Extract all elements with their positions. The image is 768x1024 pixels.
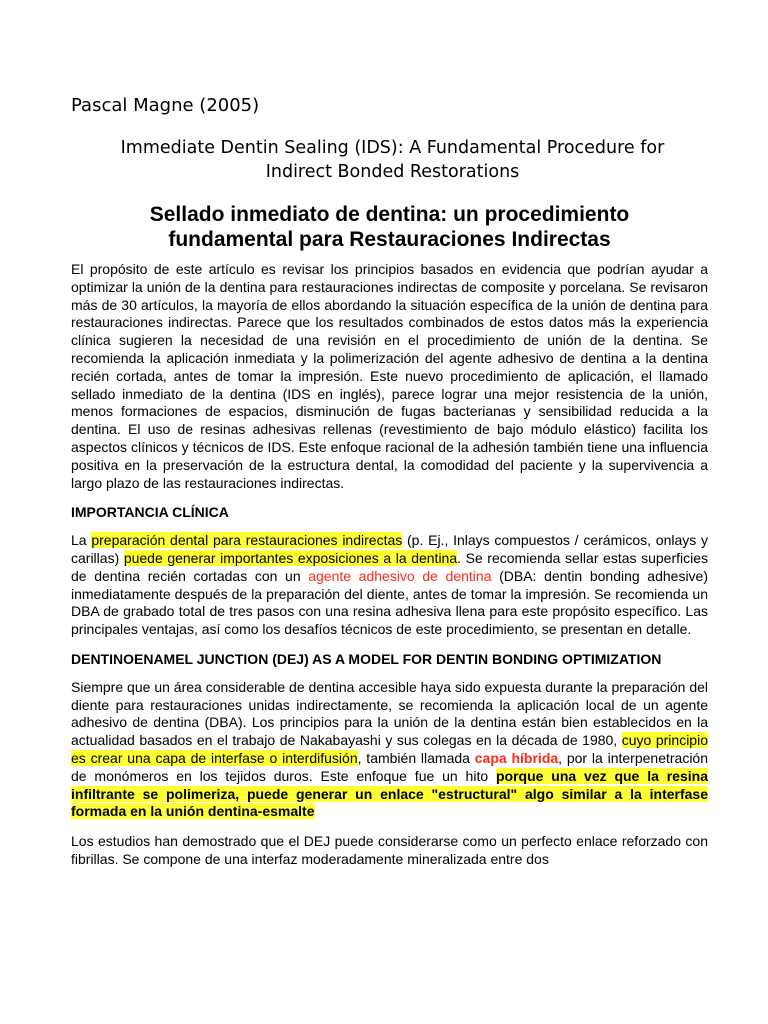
dej-paragraph <box>71 679 708 821</box>
dej-text-1: Siempre que un área considerable de dentina accesible haya sido expuesta durante la preparación del diente para restauraciones unidas indirectamente, se recomienda la aplicación local de un agente adhesivo de dentina (DBA). Los principios para la unión de la dentina están bien establecidos en la actualidad basados en el trabajo de Nakabayashi y sus colegas en la década de 1980, <box>71 678 708 749</box>
paragraph-spacer <box>71 821 708 833</box>
importancia-text-1: La <box>71 532 92 549</box>
spanish-title <box>71 202 708 252</box>
english-title-line-1: Immediate Dentin Sealing (IDS): A Fundamental Procedure for <box>120 138 665 158</box>
english-title-line-2: Indirect Bonded Restorations <box>265 162 520 182</box>
heading-importancia-clinica: IMPORTANCIA CLÍNICA <box>71 504 229 521</box>
importancia-paragraph <box>71 532 708 639</box>
heading-dej: DENTINOENAMEL JUNCTION (DEJ) AS A MODEL FOR DENTIN BONDING OPTIMIZATION <box>71 650 662 667</box>
capa-hibrida-term: capa híbrida <box>474 749 559 766</box>
dej-text-2: , también llamada <box>357 749 475 766</box>
importancia-text-4: (DBA: dentin bonding adhesive) inmediatamente después de la preparación del diente, antes de tomar la impresión. Se recomienda un DBA de grabado total de tres pasos con una resina adhesiva llena para este propósito específico. Las principales ventajas, así como los desafíos técnicos de este procedimiento, se presentan en detalle. <box>71 567 708 638</box>
importancia-text-2: (p. Ej., Inlays compuestos / cerámicos, onlays y carillas) <box>71 532 709 566</box>
english-title <box>71 136 708 184</box>
importancia-highlight-1: preparación dental para restauraciones indirectas <box>91 532 403 549</box>
dej-highlight-bold: porque una vez que la resina infiltrante se polimeriza, puede generar un enlace "estructural" algo similar a la interfase formada en la unión dentina-esmalte <box>71 767 708 820</box>
dej-highlight-1: cuyo principio es crear una capa de interfase o interdifusión <box>71 732 708 766</box>
spanish-title-line-1: Sellado inmediato de dentina: un procedimiento <box>149 203 630 226</box>
importancia-red-term: agente adhesivo de dentina <box>308 567 492 584</box>
abstract-paragraph: El propósito de este artículo es revisar los principios basados en evidencia que podrían ayudar a optimizar la unión de la dentina para restauraciones indirectas de composite y porcelana. Se revisaron más de 30 artículos, la mayoría de ellos abordando la situación específica de la unión de dentina para restauraciones indirectas. Parece que los resultados combinados de estos datos más la experiencia clínica sugieren la necesidad de una revisión en el procedimiento de unión de la dentina. Se recomienda la aplicación inmediata y la polimerización del agente adhesivo de dentina a la dentina recién cortada, antes de tomar la impresión. Este nuevo procedimiento de aplicación, el llamado sellado inmediato de la dentina (IDS en inglés), parece lograr una mejor resistencia de la unión, menos formaciones de espacios, disminución de fugas bacterianas y sensibilidad reducida a la dentina. El uso de resinas adhesivas rellenas (revestimiento de bajo módulo elástico) facilita los aspectos clínicos y técnicos de IDS. Este enfoque racional de la adhesión también tiene una influencia positiva en la preservación de la estructura dental, la comodidad del paciente y la supervivencia a largo plazo de las restauraciones indirectas. <box>71 261 708 491</box>
dej-text-3: , por la interpenetración de monómeros en los tejidos duros. Este enfoque fue un hito <box>71 749 709 784</box>
importancia-text-3: . Se recomienda sellar estas superficies de dentina recién cortadas con un <box>71 549 709 584</box>
author-line: Pascal Magne (2005) <box>71 95 260 116</box>
estudios-paragraph: Los estudios han demostrado que el DEJ puede considerarse como un perfecto enlace reforzado con fibrillas. Se compone de una interfaz moderadamente mineralizada entre dos <box>71 833 708 867</box>
spanish-title-line-2: fundamental para Restauraciones Indirectas <box>168 228 611 251</box>
importancia-highlight-2: puede generar importantes exposiciones a la dentina <box>123 549 458 566</box>
